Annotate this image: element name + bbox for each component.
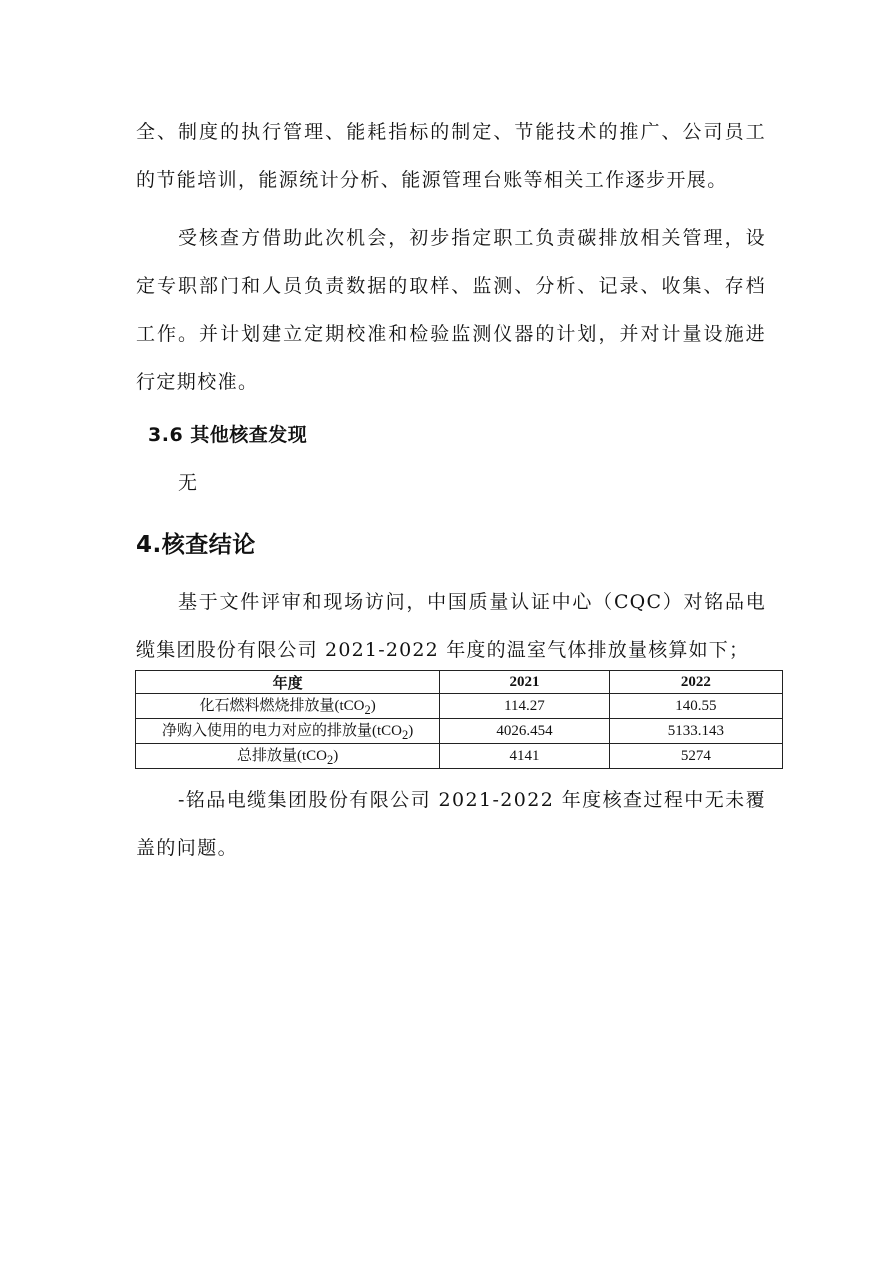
row-label [136,694,440,719]
emissions-table [135,670,783,769]
paragraph-carbon-management: 受核查方借助此次机会，初步指定职工负责碳排放相关管理，设定专职部门和人员负责数据的取样、监测、分析、记录、收集、存档工作。并计划建立定期校准和检验监测仪器的计划，并对计量设施进行定期校准。 [136,227,766,393]
section-heading-conclusion: 4.核查结论 [136,532,256,558]
value-2022: 140.55 [609,694,782,719]
row-label [136,719,440,744]
section-heading-other-findings: 3.6 其他核查发现 [148,424,308,446]
other-findings-content: 无 [178,472,198,494]
row-label-text: 净购入使用的电力对应的排放量(tCO [161,723,402,739]
row-label-suffix: ) [408,723,414,739]
value-2021: 4141 [440,744,609,769]
row-label [136,744,440,769]
row-label-text: 化石燃料燃烧排放量(tCO [199,698,365,714]
row-label-text: 总排放量(tCO [236,748,327,764]
value-2021: 114.27 [440,694,609,719]
table-row [136,744,783,769]
table-header-row [136,671,783,694]
header-2021: 2021 [440,671,609,694]
header-2022: 2022 [609,671,782,694]
value-2022: 5274 [609,744,782,769]
row-label-subscript: 2 [327,753,334,767]
header-year: 年度 [136,671,440,694]
table-row [136,694,783,719]
paragraph-no-uncovered-issues: -铭品电缆集团股份有限公司 2021-2022 年度核查过程中无未覆盖的问题。 [136,789,766,859]
row-label-suffix: ) [370,698,376,714]
row-label-subscript: 2 [364,703,371,717]
row-label-subscript: 2 [402,728,409,742]
value-2022: 5133.143 [609,719,782,744]
paragraph-conclusion-intro: 基于文件评审和现场访问，中国质量认证中心（CQC）对铭品电缆集团股份有限公司 2021-2022 年度的温室气体排放量核算如下； [136,591,766,661]
value-2021: 4026.454 [440,719,609,744]
table-row [136,719,783,744]
row-label-suffix: ) [333,748,339,764]
paragraph-energy-management: 全、制度的执行管理、能耗指标的制定、节能技术的推广、公司员工的节能培训，能源统计分析、能源管理台账等相关工作逐步开展。 [136,121,766,191]
